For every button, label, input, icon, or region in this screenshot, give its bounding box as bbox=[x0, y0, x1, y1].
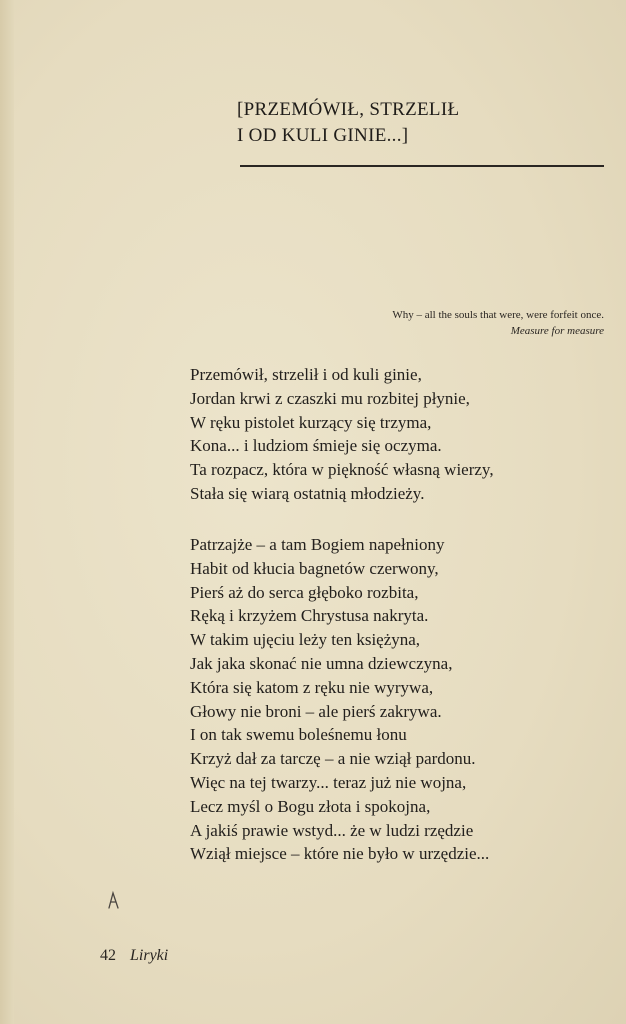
verse-line: A jakiś prawie wstyd... że w ludzi rzędzie bbox=[190, 820, 474, 840]
poem-title-line: I OD KULI GINIE...] bbox=[237, 125, 409, 146]
verse-line: I on tak swemu boleśnemu łonu bbox=[190, 725, 407, 745]
epigraph bbox=[392, 307, 604, 339]
verse-line: Więc na tej twarzy... teraz już nie wojna, bbox=[190, 772, 467, 792]
verse-line: Pierś aż do serca głęboko rozbita, bbox=[190, 582, 419, 602]
title-divider bbox=[240, 165, 604, 167]
verse-line: Krzyż dał za tarczę – a nie wziął pardonu. bbox=[190, 749, 476, 769]
verse-line: Ręką i krzyżem Chrystusa nakryta. bbox=[190, 606, 429, 626]
verse-line: Jak jaka skonać nie umna dziewczyna, bbox=[190, 653, 453, 673]
page-edge bbox=[0, 0, 14, 1024]
running-title: Liryki bbox=[130, 947, 169, 964]
page-footer bbox=[100, 947, 168, 965]
verse-line: Która się katom z ręku nie wyrywa, bbox=[190, 677, 434, 697]
stanza-2 bbox=[190, 533, 590, 866]
verse-line: W ręku pistolet kurzący się trzyma, bbox=[190, 412, 432, 432]
verse-line: Jordan krwi z czaszki mu rozbitej płynie, bbox=[190, 388, 470, 408]
stanza-1 bbox=[190, 363, 590, 506]
pencil-mark-icon bbox=[106, 890, 122, 910]
verse-line: Głowy nie broni – ale pierś zakrywa. bbox=[190, 701, 442, 721]
poem-title-line: [PRZEMÓWIŁ, STRZELIŁ bbox=[237, 99, 460, 120]
verse-line: Ta rozpacz, która w piękność własną wierzy, bbox=[190, 460, 494, 480]
verse-line: Stała się wiarą ostatnią młodzieży. bbox=[190, 483, 425, 503]
verse-line: Habit od kłucia bagnetów czerwony, bbox=[190, 558, 439, 578]
page-number: 42 bbox=[100, 947, 116, 964]
verse-line: Lecz myśl o Bogu złota i spokojna, bbox=[190, 796, 431, 816]
verse-line: Patrzajże – a tam Bogiem napełniony bbox=[190, 535, 445, 554]
poem-title bbox=[237, 97, 577, 149]
epigraph-source: Measure for measure bbox=[510, 325, 604, 337]
epigraph-quote: Why – all the souls that were, were forfeit once. bbox=[392, 309, 604, 321]
verse-line: Kona... i ludziom śmieje się oczyma. bbox=[190, 436, 442, 456]
verse-line: Przemówił, strzelił i od kuli ginie, bbox=[190, 365, 422, 384]
verse-line: Wziął miejsce – które nie było w urzędzie... bbox=[190, 844, 490, 864]
verse-line: W takim ujęciu leży ten księżyna, bbox=[190, 630, 421, 650]
